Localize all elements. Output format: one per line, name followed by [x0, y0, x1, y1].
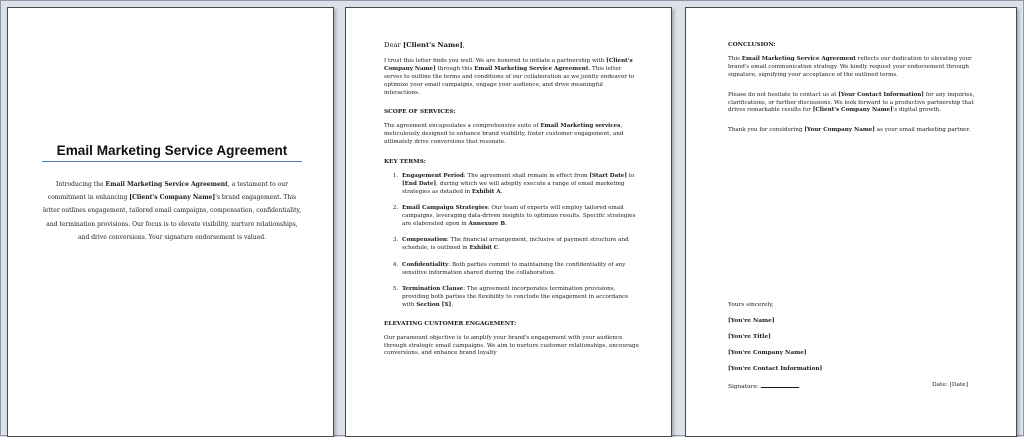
scope-heading: SCOPE OF SERVICES:: [384, 109, 456, 116]
list-item: 4. Confidentiality: Both parties commit to maintaining the confidentiality of any sensitive information shared during the collaboration.: [400, 262, 640, 278]
closing: Yours sincerely,: [728, 302, 774, 308]
engagement-paragraph: Our paramount objective is to amplify your brand's engagement with your audience through strategic email campaigns. We aim to nurture customer relationships, encourage conversions, and enhance brand loyalty: [384, 334, 639, 357]
page-cover: [7, 7, 334, 437]
list-item: 5. Termination Clause: The agreement incorporates termination provisions, providing both parties the flexibility to conclude the engagement in accordance with Section [X].: [400, 286, 640, 310]
list-item: 1. Engagement Period: The agreement shall remain in effect from [Start Date] to [End Date], during which we will adeptly execute a range of email marketing strategies as detailed in Exhibit A.: [400, 173, 640, 197]
page-conclusion: [685, 7, 1017, 437]
scope-paragraph: The agreement encapsulates a comprehensive suite of Email Marketing services, meticulously designed to enhance brand visibility, foster customer engagement, and ultimately drive conversions that resonate.: [384, 123, 624, 146]
signer-contact: [You're Contact Information]: [728, 366, 823, 372]
signature-label: Signature:: [728, 384, 761, 390]
engagement-heading: ELEVATING CUSTOMER ENGAGEMENT:: [384, 320, 517, 327]
conclusion-paragraph-1: This Email Marketing Service Agreement reflects our dedication to elevating your brand's email communication strategy. We kindly request your endorsement through signature, signifying your acceptance of the outlined terms.: [728, 55, 972, 78]
conclusion-paragraph-2: Please do not hesitate to contact us at [Your Contact Information] for any inquiries, clarifications, or further discussions. We look forward to a productive partnership that drives remarkable results for [Client's Company Name]'s digital growth.: [728, 91, 975, 114]
conclusion-heading: CONCLUSION:: [728, 42, 776, 48]
key-terms-list: [384, 173, 640, 310]
signature-field: [761, 382, 799, 388]
salutation: Dear [Client's Name],: [384, 41, 465, 49]
key-terms-heading: KEY TERMS:: [384, 159, 426, 166]
date-label: Date: [Date]: [931, 382, 968, 388]
signer-company: [You're Company Name]: [728, 350, 807, 356]
signature-block: [728, 302, 968, 400]
cover-title: Email Marketing Service Agreement: [42, 143, 302, 162]
signer-title: [You're Title]: [728, 334, 771, 340]
signature-line: [728, 382, 968, 390]
signer-name: [You're Name]: [728, 318, 775, 324]
conclusion-paragraph-3: Thank you for considering [Your Company Name] as your email marketing partner.: [728, 127, 971, 134]
page-body: [345, 7, 672, 437]
intro-paragraph: I trust this letter finds you well. We are honored to initiate a partnership with [Client's Company Name] through this Email Marketing Service Agreement. This letter serves to outline the terms and conditions of our collaboration as we jointly endeavor to optimize your email campaigns, engage your audience, and drive meaningful interactions.: [384, 57, 635, 96]
cover-intro: Introducing the Email Marketing Service Agreement, a testament to our commitment in enhancing [Client's Company Name]'s brand engagement. This letter outlines engagement, tailored email campaigns, compensation, confidentiality, and termination provisions. Our focus is to elevate visibility, nurture relationships, and drive conversions. Your signature endorsement is valued.: [43, 181, 301, 241]
list-item: 2. Email Campaign Strategies: Our team of experts will employ tailored email campaigns, leveraging data-driven insights to optimize results. Specific strategies are elaborated upon in Annexure B.: [400, 205, 640, 229]
list-item: 3. Compensation: The financial arrangement, inclusive of payment structure and schedule, is outlined in Exhibit C.: [400, 237, 640, 253]
